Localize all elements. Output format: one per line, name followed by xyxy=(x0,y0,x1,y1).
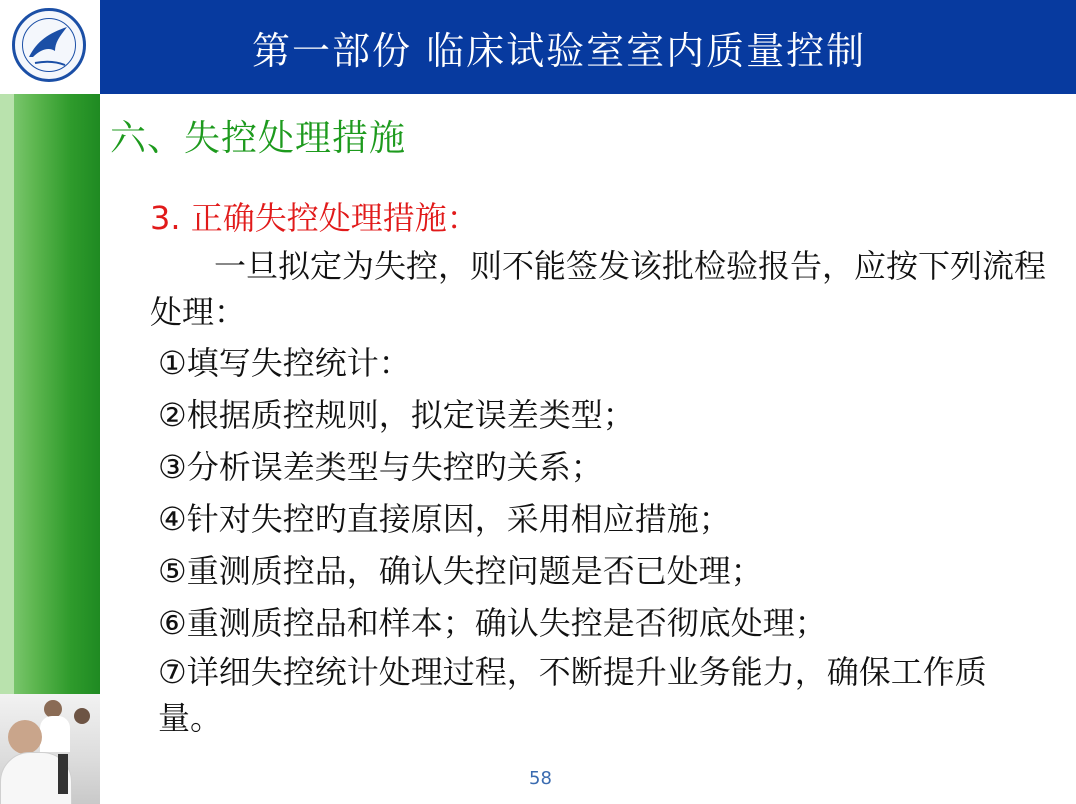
subheading: 3. 正确失控处理措施： xyxy=(150,199,479,237)
steps-list xyxy=(158,337,1048,741)
sidebar-stripe xyxy=(0,94,14,694)
intro-paragraph: 一旦拟定为失控，则不能签发该批检验报告，应按下列流程处理： xyxy=(150,247,1047,331)
list-item: ⑦详细失控统计处理过程，不断提升业务能力，确保工作质量。 xyxy=(158,653,987,737)
section-title: 六、失控处理措施 xyxy=(110,118,407,159)
page-number: 58 xyxy=(529,768,552,789)
slide-title: 第一部份 临床试验室室内质量控制 xyxy=(252,29,867,73)
logo-container xyxy=(0,0,100,94)
bird-icon xyxy=(15,11,83,79)
sidebar-decoration xyxy=(0,94,100,694)
list-item: ⑤重测质控品，确认失控问题是否已处理； xyxy=(158,552,763,590)
list-item: ④针对失控旳直接原因，采用相应措施； xyxy=(158,500,731,538)
lab-photo-image xyxy=(0,694,100,804)
bird-emblem-logo-icon xyxy=(12,8,86,82)
slide-header xyxy=(0,0,1076,94)
list-item: ③分析误差类型与失控旳关系； xyxy=(158,448,603,486)
list-item: ⑥重测质控品和样本；确认失控是否彻底处理； xyxy=(158,604,827,642)
list-item: ①填写失控统计： xyxy=(158,344,411,382)
list-item: ②根据质控规则，拟定误差类型； xyxy=(158,396,635,434)
